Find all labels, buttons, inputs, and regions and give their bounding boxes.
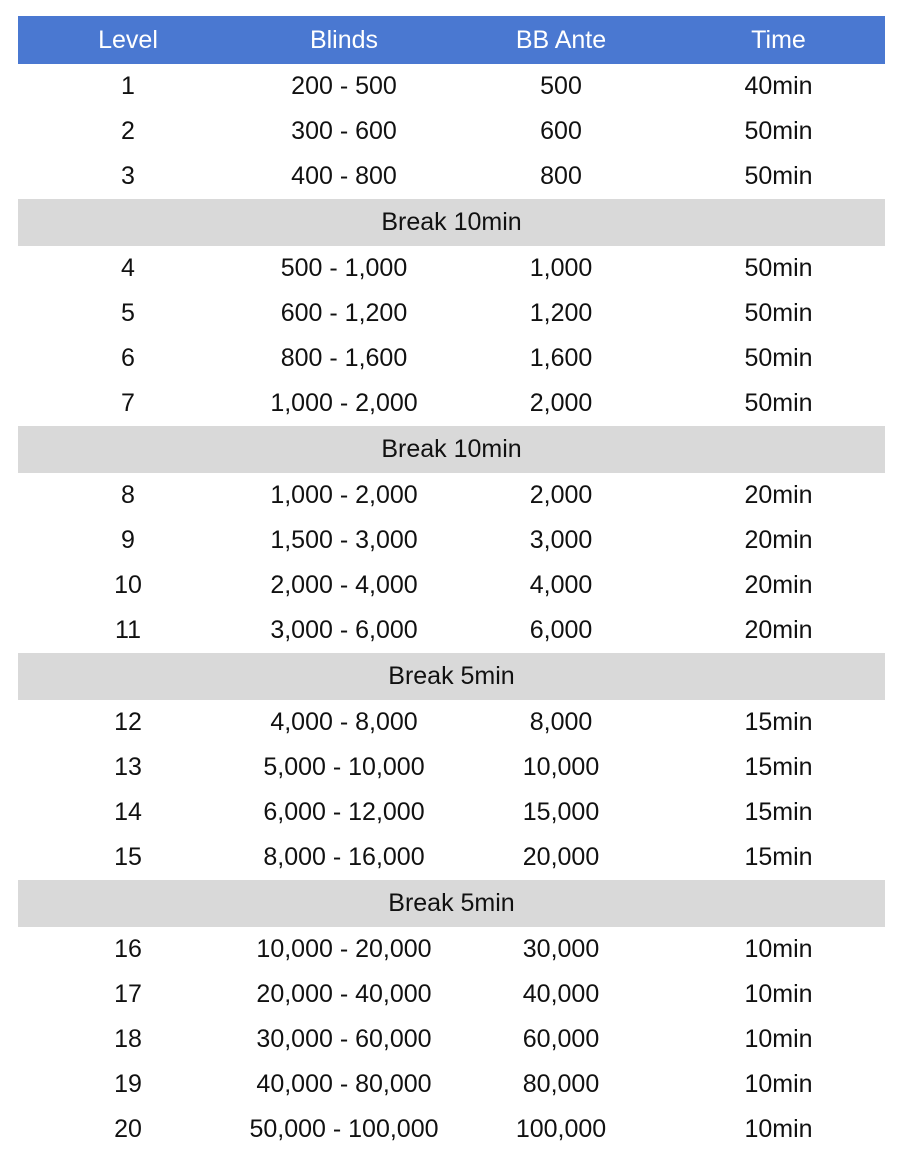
level-cell: 15	[114, 843, 142, 871]
time-cell: 50min	[744, 299, 813, 327]
blinds-cell: 20,000 - 40,000	[256, 980, 432, 1008]
break-row	[18, 426, 885, 473]
blinds-cell: 400 - 800	[291, 162, 397, 190]
time-cell: 50min	[744, 389, 813, 417]
table-row	[18, 745, 885, 790]
time-cell: 40min	[744, 72, 813, 100]
ante-cell: 30,000	[522, 935, 600, 963]
time-cell: 15min	[744, 708, 813, 736]
blinds-cell: 2,000 - 4,000	[270, 571, 418, 599]
level-cell: 4	[121, 254, 135, 282]
blinds-cell: 1,500 - 3,000	[270, 526, 418, 554]
level-cell: 20	[114, 1115, 142, 1143]
time-cell: 20min	[744, 616, 813, 644]
blinds-cell: 50,000 - 100,000	[249, 1115, 439, 1143]
time-cell: 10min	[744, 1115, 813, 1143]
ante-cell: 1,200	[529, 299, 593, 327]
table-row	[18, 1062, 885, 1107]
ante-cell: 100,000	[515, 1115, 607, 1143]
table-header	[18, 16, 885, 64]
ante-cell: 1,000	[529, 254, 593, 282]
table-row	[18, 64, 885, 109]
table-row	[18, 700, 885, 745]
blinds-cell: 5,000 - 10,000	[263, 753, 425, 781]
level-cell: 12	[114, 708, 142, 736]
level-cell: 18	[114, 1025, 142, 1053]
level-cell: 11	[115, 616, 141, 644]
level-cell: 7	[121, 389, 135, 417]
ante-cell: 6,000	[529, 616, 593, 644]
blind-structure-table	[18, 16, 885, 1152]
time-cell: 20min	[744, 571, 813, 599]
table-row	[18, 109, 885, 154]
level-cell: 6	[121, 344, 135, 372]
level-cell: 17	[114, 980, 142, 1008]
table-row	[18, 835, 885, 880]
ante-cell: 10,000	[522, 753, 600, 781]
blinds-cell: 500 - 1,000	[280, 254, 408, 282]
break-row	[18, 880, 885, 927]
table-row	[18, 790, 885, 835]
table-row	[18, 154, 885, 199]
ante-cell: 3,000	[529, 526, 593, 554]
ante-cell: 4,000	[529, 571, 593, 599]
level-cell: 9	[121, 526, 135, 554]
table-row	[18, 1107, 885, 1152]
time-cell: 15min	[744, 843, 813, 871]
break-label: Break 5min	[388, 889, 515, 917]
blinds-cell: 3,000 - 6,000	[270, 616, 418, 644]
time-cell: 15min	[744, 753, 813, 781]
break-row	[18, 199, 885, 246]
blinds-cell: 40,000 - 80,000	[256, 1070, 432, 1098]
time-cell: 10min	[744, 1070, 813, 1098]
time-cell: 10min	[744, 1025, 813, 1053]
time-cell: 10min	[744, 935, 813, 963]
table-row	[18, 336, 885, 381]
table-row	[18, 927, 885, 972]
time-cell: 15min	[744, 798, 813, 826]
blinds-cell: 1,000 - 2,000	[270, 481, 418, 509]
table-row	[18, 563, 885, 608]
blinds-cell: 600 - 1,200	[280, 299, 408, 327]
table-body	[18, 64, 885, 1152]
time-cell: 50min	[744, 117, 813, 145]
table-row	[18, 518, 885, 563]
ante-cell: 15,000	[522, 798, 600, 826]
table-row	[18, 473, 885, 518]
blinds-cell: 6,000 - 12,000	[263, 798, 425, 826]
break-label: Break 10min	[381, 208, 522, 236]
ante-cell: 2,000	[529, 481, 593, 509]
level-cell: 2	[121, 117, 135, 145]
ante-cell: 8,000	[529, 708, 593, 736]
ante-cell: 800	[540, 162, 582, 190]
ante-cell: 80,000	[522, 1070, 600, 1098]
table-row	[18, 972, 885, 1017]
blinds-cell: 4,000 - 8,000	[270, 708, 418, 736]
table-row	[18, 608, 885, 653]
time-cell: 50min	[744, 254, 813, 282]
table-row	[18, 246, 885, 291]
table-row	[18, 381, 885, 426]
level-cell: 14	[114, 798, 142, 826]
blinds-cell: 8,000 - 16,000	[263, 843, 425, 871]
blinds-cell: 1,000 - 2,000	[270, 389, 418, 417]
level-cell: 8	[121, 481, 135, 509]
level-cell: 13	[114, 753, 142, 781]
level-cell: 3	[121, 162, 135, 190]
column-header-blinds: Blinds	[309, 25, 379, 54]
time-cell: 50min	[744, 344, 813, 372]
blinds-cell: 30,000 - 60,000	[256, 1025, 432, 1053]
time-cell: 20min	[744, 481, 813, 509]
blinds-cell: 800 - 1,600	[280, 344, 408, 372]
level-cell: 19	[114, 1070, 142, 1098]
time-cell: 50min	[744, 162, 813, 190]
table-row	[18, 1017, 885, 1062]
time-cell: 20min	[744, 526, 813, 554]
blinds-cell: 10,000 - 20,000	[256, 935, 432, 963]
ante-cell: 500	[540, 72, 582, 100]
break-label: Break 5min	[388, 662, 515, 690]
level-cell: 5	[121, 299, 135, 327]
level-cell: 1	[121, 72, 135, 100]
level-cell: 16	[114, 935, 142, 963]
break-label: Break 10min	[381, 435, 522, 463]
column-header-level: Level	[98, 25, 158, 54]
ante-cell: 60,000	[522, 1025, 600, 1053]
ante-cell: 20,000	[522, 843, 600, 871]
ante-cell: 2,000	[529, 389, 593, 417]
table-row	[18, 291, 885, 336]
break-row	[18, 653, 885, 700]
ante-cell: 1,600	[529, 344, 593, 372]
level-cell: 10	[114, 571, 142, 599]
ante-cell: 40,000	[522, 980, 600, 1008]
column-header-ante: BB Ante	[515, 25, 607, 54]
ante-cell: 600	[540, 117, 582, 145]
column-header-time: Time	[751, 25, 806, 54]
blinds-cell: 300 - 600	[291, 117, 397, 145]
blinds-cell: 200 - 500	[291, 72, 397, 100]
time-cell: 10min	[744, 980, 813, 1008]
